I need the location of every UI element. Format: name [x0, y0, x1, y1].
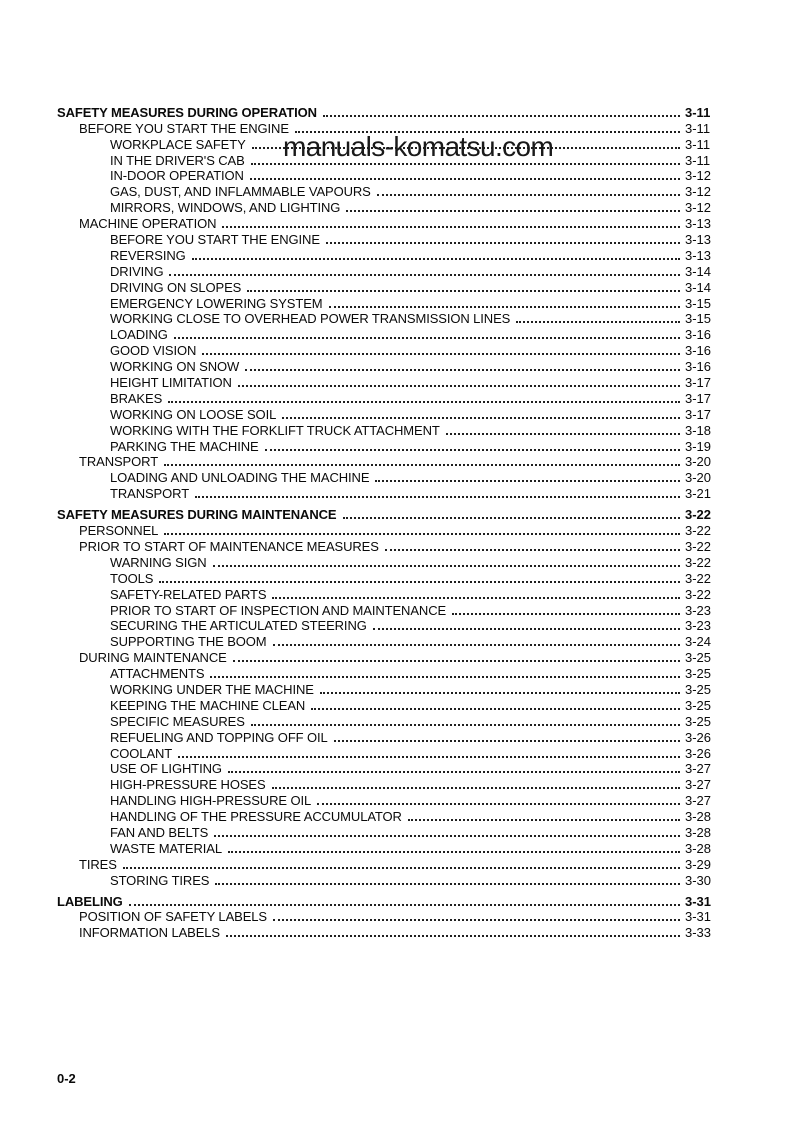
dot-leader — [164, 533, 680, 535]
toc-entry-label: HANDLING HIGH-PRESSURE OIL — [110, 793, 312, 809]
dot-leader — [272, 787, 680, 789]
toc-entry-label: WORKING ON SNOW — [110, 359, 240, 375]
toc-entry — [57, 341, 712, 357]
toc-entry-label: FAN AND BELTS — [110, 824, 209, 840]
toc-entry-page: 3-16 — [685, 343, 712, 359]
toc-entry-page: 3-12 — [685, 200, 712, 216]
toc-entry-page: 3-26 — [685, 729, 712, 745]
toc-entry — [57, 569, 712, 585]
toc-entry — [57, 103, 712, 119]
toc-entry-label: PERSONNEL — [79, 523, 159, 539]
dot-leader — [334, 740, 680, 742]
toc-entry-page: 3-28 — [685, 809, 712, 825]
toc-entry-label: TIRES — [79, 856, 117, 872]
watermark: manuals-komatsu.com — [283, 131, 554, 162]
dot-leader — [343, 517, 681, 519]
toc-entry-page: 3-26 — [685, 745, 712, 761]
toc-entry-label: DRIVING — [110, 263, 164, 279]
toc-entry-page: 3-25 — [685, 650, 712, 666]
toc-entry — [57, 823, 712, 839]
dot-leader — [222, 226, 680, 228]
toc-entry — [57, 696, 712, 712]
toc-entry — [57, 892, 712, 908]
toc-entry — [57, 585, 712, 601]
dot-leader — [164, 464, 680, 466]
toc-entry-page: 3-25 — [685, 681, 712, 697]
toc-entry — [57, 325, 712, 341]
toc-entry — [57, 744, 712, 760]
toc-entry-label: LOADING — [110, 327, 168, 343]
toc-entry — [57, 198, 712, 214]
toc-entry-page: 3-13 — [685, 247, 712, 263]
toc-entry — [57, 632, 712, 648]
toc-entry-label: WASTE MATERIAL — [110, 840, 223, 856]
toc-entry-label: MACHINE OPERATION — [79, 216, 217, 232]
toc-entry — [57, 871, 712, 887]
toc-entry-label: DRIVING ON SLOPES — [110, 279, 242, 295]
toc-entry — [57, 421, 712, 437]
toc-entry-page: 3-14 — [685, 263, 712, 279]
toc-entry-label: SUPPORTING THE BOOM — [110, 634, 267, 650]
toc-entry-page: 3-23 — [685, 618, 712, 634]
toc-entry-label: DURING MAINTENANCE — [79, 650, 227, 666]
dot-leader — [272, 597, 680, 599]
toc-entry-label: SAFETY MEASURES DURING MAINTENANCE — [57, 507, 337, 523]
toc-entry-label: EMERGENCY LOWERING SYSTEM — [110, 295, 323, 311]
toc-entry-label: SAFETY MEASURES DURING OPERATION — [57, 104, 317, 120]
toc-entry-label: TOOLS — [110, 570, 154, 586]
toc-entry-page: 3-25 — [685, 713, 712, 729]
toc-entry-page: 3-11 — [685, 104, 711, 120]
toc-entry — [57, 278, 712, 294]
dot-leader — [373, 628, 680, 630]
dot-leader — [215, 883, 680, 885]
toc-entry — [57, 617, 712, 633]
toc-entry-label: SECURING THE ARTICULATED STEERING — [110, 618, 367, 634]
toc-entry-label: SAFETY-RELATED PARTS — [110, 586, 267, 602]
dot-leader — [169, 274, 680, 276]
page-number: 0-2 — [57, 1071, 76, 1086]
toc-entry — [57, 521, 712, 537]
dot-leader — [247, 290, 680, 292]
toc-entry-label: WORKING WITH THE FORKLIFT TRUCK ATTACHMENT — [110, 422, 440, 438]
dot-leader — [159, 581, 680, 583]
toc-entry-page: 3-30 — [685, 872, 712, 888]
dot-leader — [346, 210, 680, 212]
toc-entry-page: 3-27 — [685, 793, 712, 809]
dot-leader — [233, 660, 680, 662]
toc-entry — [57, 294, 712, 310]
toc-entry-page: 3-20 — [685, 454, 712, 470]
toc-entry-page: 3-28 — [685, 824, 712, 840]
dot-leader — [228, 851, 680, 853]
toc-entry — [57, 664, 712, 680]
toc-entry — [57, 908, 712, 924]
toc-entry — [57, 775, 712, 791]
dot-leader — [408, 819, 680, 821]
dot-leader — [202, 353, 680, 355]
dot-leader — [129, 904, 680, 906]
dot-leader — [213, 565, 680, 567]
toc-entry — [57, 214, 712, 230]
dot-leader — [273, 644, 680, 646]
toc-entry-label: REFUELING AND TOPPING OFF OIL — [110, 729, 328, 745]
toc-entry-page: 3-16 — [685, 359, 712, 375]
toc-entry-page: 3-22 — [685, 570, 712, 586]
dot-leader — [323, 115, 680, 117]
toc-entry-page: 3-23 — [685, 602, 712, 618]
toc-entry-label: WORKING CLOSE TO OVERHEAD POWER TRANSMISSION LINES — [110, 311, 511, 327]
toc-entry-label: WARNING SIGN — [110, 554, 207, 570]
dot-leader — [452, 613, 680, 615]
toc-entry-page: 3-22 — [685, 586, 712, 602]
dot-leader — [238, 385, 680, 387]
toc-entry-page: 3-11 — [685, 152, 711, 168]
dot-leader — [195, 496, 680, 498]
toc-entry — [57, 601, 712, 617]
toc-entry-label: TRANSPORT — [110, 486, 190, 502]
table-of-contents — [57, 103, 712, 939]
toc-entry-label: STORING TIRES — [110, 872, 210, 888]
dot-leader — [375, 480, 680, 482]
toc-entry-label: HEIGHT LIMITATION — [110, 375, 232, 391]
toc-entry — [57, 648, 712, 664]
toc-entry-label: BEFORE YOU START THE ENGINE — [79, 120, 289, 136]
toc-entry-page: 3-20 — [685, 470, 712, 486]
dot-leader — [320, 692, 680, 694]
toc-entry-label: MIRRORS, WINDOWS, AND LIGHTING — [110, 200, 341, 216]
toc-entry — [57, 505, 712, 521]
toc-entry-page: 3-17 — [685, 406, 712, 422]
toc-entry-label: SPECIFIC MEASURES — [110, 713, 245, 729]
toc-entry-page: 3-12 — [685, 184, 712, 200]
toc-entry-label: WORKING UNDER THE MACHINE — [110, 681, 314, 697]
dot-leader — [251, 163, 680, 165]
toc-entry-label: IN-DOOR OPERATION — [110, 168, 244, 184]
dot-leader — [168, 401, 680, 403]
dot-leader — [265, 449, 680, 451]
toc-entry — [57, 182, 712, 198]
toc-entry-page: 3-13 — [685, 232, 712, 248]
dot-leader — [311, 708, 680, 710]
dot-leader — [174, 337, 680, 339]
toc-entry-page: 3-25 — [685, 697, 712, 713]
toc-entry-label: POSITION OF SAFETY LABELS — [79, 909, 267, 925]
dot-leader — [282, 417, 680, 419]
dot-leader — [273, 919, 680, 921]
toc-entry-label: KEEPING THE MACHINE CLEAN — [110, 697, 306, 713]
toc-entry-label: BEFORE YOU START THE ENGINE — [110, 232, 320, 248]
toc-entry-page: 3-14 — [685, 279, 712, 295]
toc-entry-label: COOLANT — [110, 745, 173, 761]
toc-entry — [57, 712, 712, 728]
toc-entry — [57, 537, 712, 553]
toc-entry-page: 3-31 — [685, 893, 712, 909]
toc-entry-page: 3-11 — [685, 136, 711, 152]
dot-leader — [210, 676, 680, 678]
toc-entry-page: 3-21 — [685, 486, 712, 502]
toc-entry — [57, 923, 712, 939]
toc-entry — [57, 310, 712, 326]
toc-entry-page: 3-22 — [685, 507, 712, 523]
toc-entry-page: 3-15 — [685, 295, 712, 311]
dot-leader — [377, 194, 680, 196]
toc-entry-page: 3-17 — [685, 375, 712, 391]
dot-leader — [245, 369, 680, 371]
toc-entry — [57, 553, 712, 569]
toc-entry — [57, 437, 712, 453]
toc-entry-label: WORKPLACE SAFETY — [110, 136, 246, 152]
toc-entry — [57, 230, 712, 246]
toc-entry-page: 3-24 — [685, 634, 712, 650]
toc-entry — [57, 468, 712, 484]
toc-entry-page: 3-22 — [685, 554, 712, 570]
dot-leader — [192, 258, 680, 260]
toc-entry — [57, 728, 712, 744]
dot-leader — [317, 803, 680, 805]
dot-leader — [214, 835, 680, 837]
toc-entry-page: 3-11 — [685, 120, 711, 136]
toc-entry-page: 3-15 — [685, 311, 712, 327]
dot-leader — [329, 306, 680, 308]
toc-entry-page: 3-22 — [685, 523, 712, 539]
toc-entry-page: 3-31 — [685, 909, 712, 925]
toc-entry-label: GAS, DUST, AND INFLAMMABLE VAPOURS — [110, 184, 371, 200]
toc-entry-label: INFORMATION LABELS — [79, 925, 220, 941]
toc-entry — [57, 389, 712, 405]
toc-entry-page: 3-13 — [685, 216, 712, 232]
toc-entry-page: 3-18 — [685, 422, 712, 438]
toc-entry-label: PRIOR TO START OF INSPECTION AND MAINTENANCE — [110, 602, 447, 618]
toc-entry-page: 3-27 — [685, 761, 712, 777]
toc-entry-label: GOOD VISION — [110, 343, 197, 359]
dot-leader — [123, 867, 680, 869]
toc-entry-page: 3-29 — [685, 856, 712, 872]
toc-entry — [57, 246, 712, 262]
toc-entry-label: BRAKES — [110, 390, 163, 406]
toc-entry — [57, 791, 712, 807]
toc-entry-label: IN THE DRIVER'S CAB — [110, 152, 245, 168]
toc-entry-label: WORKING ON LOOSE SOIL — [110, 406, 277, 422]
toc-entry — [57, 484, 712, 500]
toc-entry-label: LOADING AND UNLOADING THE MACHINE — [110, 470, 370, 486]
dot-leader — [251, 724, 680, 726]
dot-leader — [385, 549, 680, 551]
toc-entry — [57, 839, 712, 855]
toc-entry-label: HANDLING OF THE PRESSURE ACCUMULATOR — [110, 809, 402, 825]
dot-leader — [178, 756, 680, 758]
toc-entry — [57, 855, 712, 871]
toc-entry-label: PRIOR TO START OF MAINTENANCE MEASURES — [79, 538, 379, 554]
toc-entry — [57, 807, 712, 823]
toc-entry-page: 3-25 — [685, 666, 712, 682]
toc-entry — [57, 373, 712, 389]
toc-entry — [57, 262, 712, 278]
dot-leader — [250, 178, 680, 180]
toc-entry-page: 3-22 — [685, 538, 712, 554]
toc-entry-label: REVERSING — [110, 247, 186, 263]
toc-entry-page: 3-19 — [685, 438, 712, 454]
toc-entry — [57, 680, 712, 696]
toc-entry-label: ATTACHMENTS — [110, 666, 205, 682]
toc-entry-page: 3-16 — [685, 327, 712, 343]
toc-entry-label: PARKING THE MACHINE — [110, 438, 259, 454]
toc-entry-label: USE OF LIGHTING — [110, 761, 222, 777]
dot-leader — [446, 433, 680, 435]
toc-entry — [57, 357, 712, 373]
toc-entry-page: 3-33 — [685, 925, 712, 941]
toc-entry — [57, 167, 712, 183]
toc-entry-label: HIGH-PRESSURE HOSES — [110, 777, 266, 793]
toc-entry-page: 3-28 — [685, 840, 712, 856]
toc-entry-label: LABELING — [57, 893, 123, 909]
dot-leader — [228, 771, 680, 773]
dot-leader — [516, 321, 680, 323]
toc-entry — [57, 453, 712, 469]
toc-entry-page: 3-27 — [685, 777, 712, 793]
toc-entry — [57, 405, 712, 421]
dot-leader — [326, 242, 680, 244]
toc-entry-page: 3-12 — [685, 168, 712, 184]
toc-entry-label: TRANSPORT — [79, 454, 159, 470]
toc-entry — [57, 760, 712, 776]
dot-leader — [226, 935, 680, 937]
toc-entry-page: 3-17 — [685, 390, 712, 406]
